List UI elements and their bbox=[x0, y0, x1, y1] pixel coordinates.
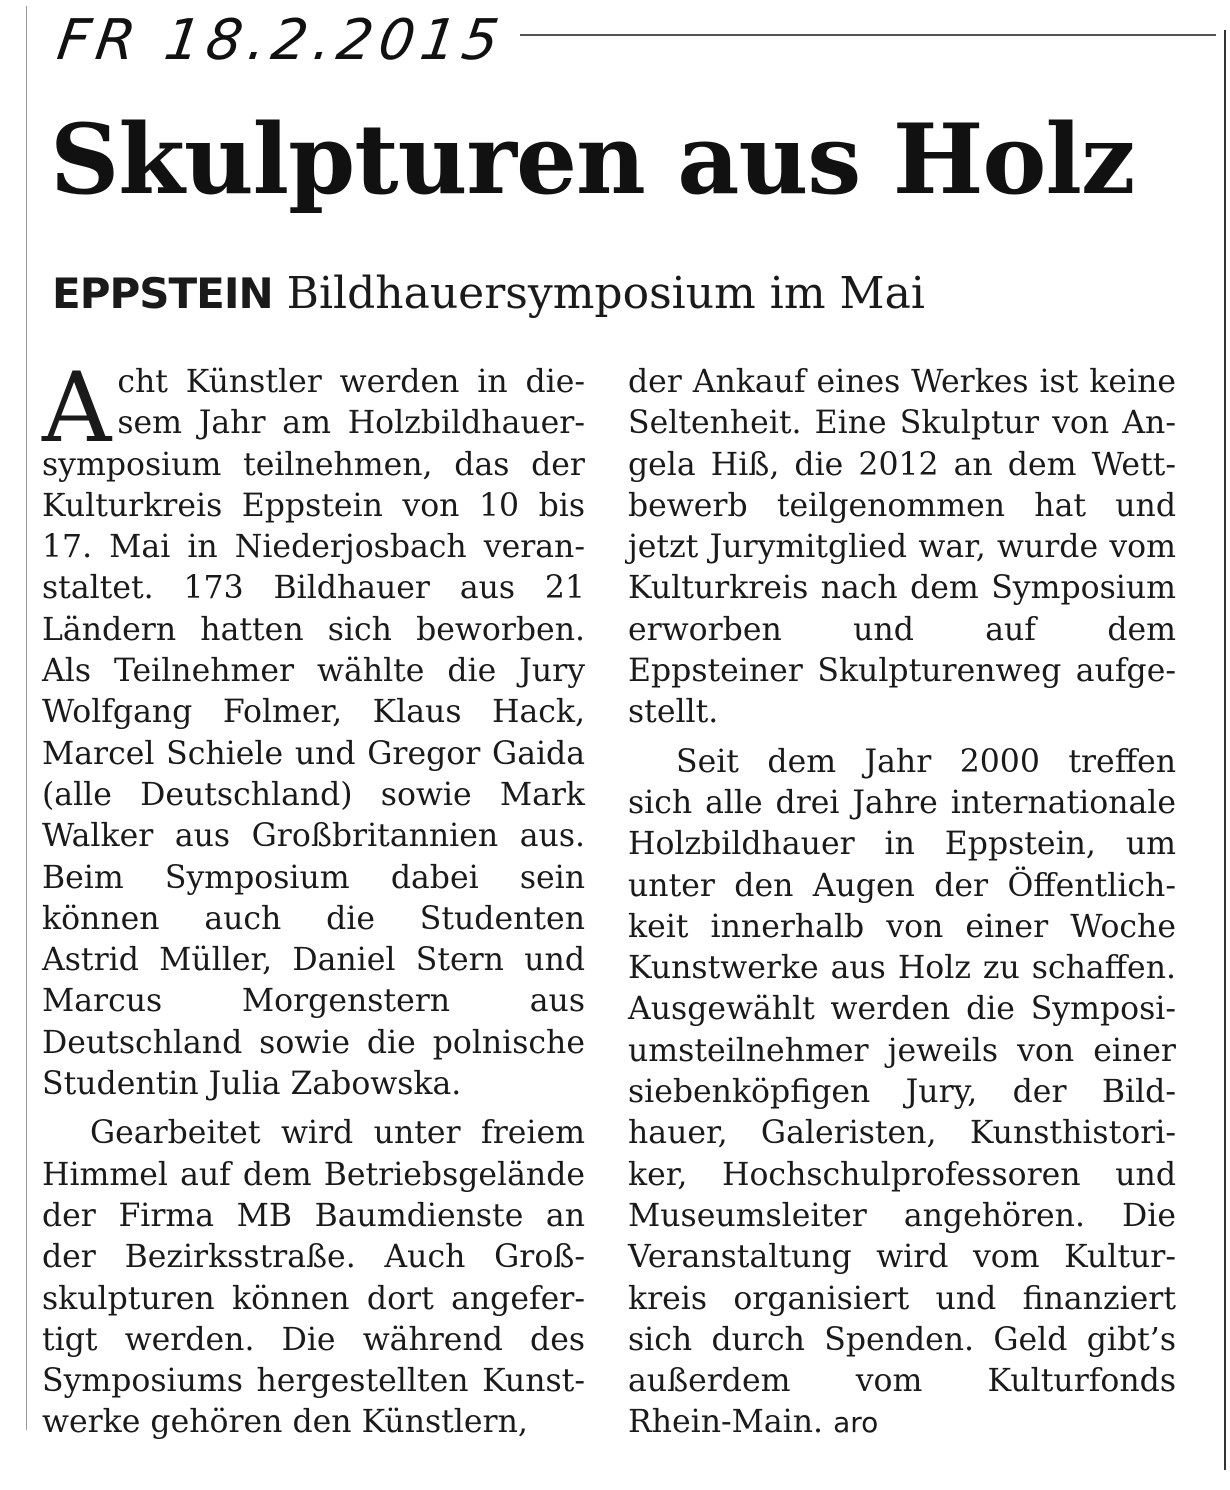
paragraph-1-text: cht Künstler werden in diesem Jahr am Holzbildhauersymposium teilnehmen, das der Kulturkreis Eppstein von 10 bis 17. Mai in Niederjosbach veranstaltet. 173 Bildhauer aus 21 Ländern hatten sich beworben. Als Teilnehmer wählte die Jury Wolfgang Folmer, Klaus Hack, Marcel Schiele und Gregor Gaida (alle Deutschland) sowie Mark Walker aus Großbritannien aus. Beim Symposium dabei sein können auch die Studenten Astrid Müller, Daniel Stern und Marcus Morgenstern aus Deutschland sowie die polnische Studentin Julia Zabowska. bbox=[42, 364, 585, 1103]
drop-cap: A bbox=[42, 352, 112, 464]
article-headline: Skulpturen aus Holz bbox=[50, 103, 1135, 216]
paragraph-2: Gearbeitet wird unter freiem Himmel auf dem Betriebsgelände der Firma MB Baumdienste an der Bezirksstraße. Auch Großskulpturen können dort angefertigt werden. Die während des Symposiums hergestellten Kunstwerke gehören den Künstlern, bbox=[42, 1115, 585, 1441]
left-margin-line bbox=[26, 6, 27, 1430]
handwritten-source-note: FR 18.2.2015 bbox=[53, 8, 509, 73]
article-column-right bbox=[628, 362, 1176, 1444]
article-subline bbox=[52, 262, 1152, 324]
top-clipping-line bbox=[520, 34, 1216, 36]
right-margin-line bbox=[1224, 30, 1226, 1470]
article-column-left bbox=[42, 352, 585, 1444]
paragraph-3 bbox=[628, 742, 1176, 1444]
paragraph-3-text: Seit dem Jahr 2000 treffen sich alle drei Jahre internationale Holzbildhauer in Eppstein, um unter den Augen der Öffentlichkeit innerhalb von einer Woche Kunstwerke aus Holz zu schaffen. Ausgewählt werden die Symposiumsteilnehmer jeweils von einer siebenköpfigen Jury, der Bildhauer, Galeristen, Kunsthistoriker, Hochschulprofessoren und Museumsleiter angehören. Die Veranstaltung wird vom Kulturkreis organisiert und finanziert sich durch Spenden. Geld gibt’s außerdem vom Kulturfonds Rhein-Main. bbox=[628, 743, 1176, 1441]
paragraph-1 bbox=[42, 352, 585, 1105]
author-signature: aro bbox=[833, 1406, 879, 1440]
paragraph-2-continued: der Ankauf eines Werkes ist keine Seltenheit. Eine Skulptur von Angela Hiß, die 2012 an dem Wettbewerb teilgenommen hat und jetzt Jurymitglied war, wurde vom Kulturkreis nach dem Symposium erworben und auf dem Eppsteiner Skulpturenweg aufgestellt. bbox=[628, 364, 1176, 731]
article-subtitle: Bildhauersymposium im Mai bbox=[286, 268, 925, 319]
article-kicker: EPPSTEIN bbox=[52, 269, 273, 318]
